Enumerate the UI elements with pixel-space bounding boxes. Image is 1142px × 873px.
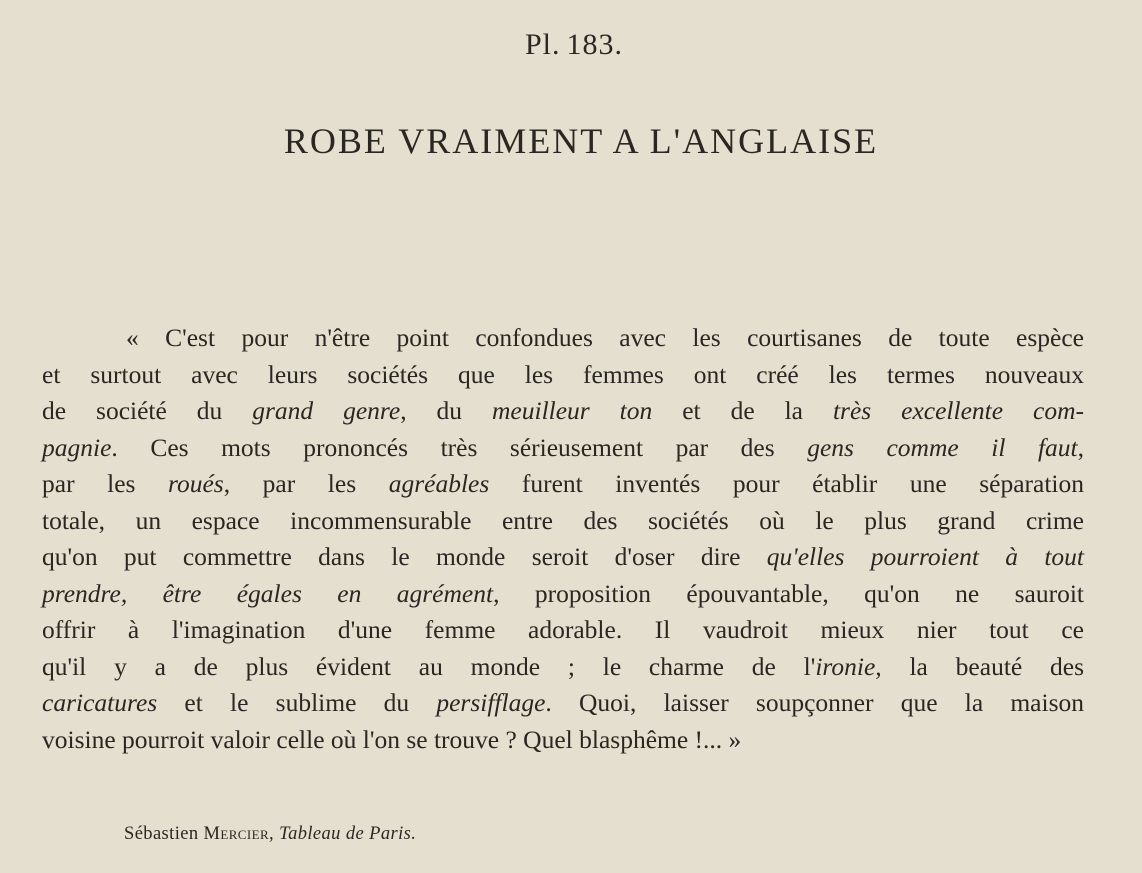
quote-line (42, 539, 1084, 576)
quote-text: de société du (42, 396, 253, 425)
quote-text: et de la (652, 396, 833, 425)
quote-text: , par les (223, 469, 389, 498)
attribution (124, 824, 416, 845)
quote-line (42, 393, 1084, 430)
quote-text: , du (400, 396, 492, 425)
quote-line (42, 649, 1084, 686)
quote-italic: agréables (388, 469, 490, 498)
quote-italic: meuilleur ton (492, 396, 653, 425)
work-title: Tableau de Paris. (279, 824, 417, 844)
quote-text: . Ces mots prononcés très sérieusement par des (111, 432, 808, 462)
quote-text: , (1077, 432, 1084, 462)
quote-text: offrir à l'imagination d'une femme adorable. Il vaudroit mieux nier tout ce (42, 615, 1084, 644)
quote-line (42, 466, 1084, 503)
quote-text: et le sublime du (157, 688, 437, 717)
quote-text: , proposition épouvantable, qu'on ne sauroit (493, 578, 1085, 608)
quote-text: totale, un espace incommensurable entre des sociétés où le plus grand crime (42, 505, 1084, 535)
quote-italic: très excellente com- (832, 396, 1084, 425)
quote-text: et surtout avec leurs sociétés que les femmes ont créé les termes nouveaux (42, 359, 1084, 389)
quote-italic: roués (168, 469, 224, 498)
plate-number (0, 28, 1142, 62)
quote-line (42, 320, 1084, 357)
quote-italic: grand genre (252, 396, 401, 425)
quote-text: qu'il y a de plus évident au monde ; le charme de l' (42, 651, 816, 681)
quote-text: qu'on put commettre dans le monde seroit d'oser dire (42, 542, 767, 571)
author-last-name: Mercier (203, 824, 270, 844)
plate-number-value: 183. (566, 28, 624, 61)
quote-italic: gens comme il faut (807, 432, 1078, 462)
quote-line (42, 685, 1084, 722)
quote-line (42, 576, 1084, 613)
quote-italic: caricatures (42, 688, 158, 717)
plate-prefix: Pl. (524, 28, 561, 61)
quote-italic: qu'elles pourroient à tout (766, 542, 1084, 571)
quote-text: la beauté des (881, 651, 1085, 681)
quote-italic: prendre, être égales en agrément (42, 578, 494, 608)
quote-text: furent inventés pour établir une séparation (489, 469, 1084, 498)
quote-text: par les (42, 469, 169, 498)
quote-text: « C'est pour n'être point confondues avec les courtisanes de toute espèce (126, 323, 1084, 352)
quote-paragraph (42, 320, 1084, 758)
quote-line (42, 612, 1084, 649)
quote-text: . Quoi, laisser soupçonner que la maison (545, 688, 1085, 717)
attribution-separator: , (269, 824, 275, 844)
quote-line (42, 430, 1084, 467)
quote-italic: pagnie (42, 432, 112, 462)
author-first-name: Sébastien (124, 824, 199, 844)
quote-line (42, 503, 1084, 540)
quote-text: voisine pourroit valoir celle où l'on se trouve ? Quel blasphême !... » (42, 724, 742, 754)
quote-italic: ironie, (815, 651, 882, 681)
quote-line (42, 357, 1084, 394)
page-title: ROBE VRAIMENT A L'ANGLAISE (283, 121, 879, 161)
quote-line (42, 722, 1084, 759)
quote-italic: persifflage (436, 688, 546, 717)
